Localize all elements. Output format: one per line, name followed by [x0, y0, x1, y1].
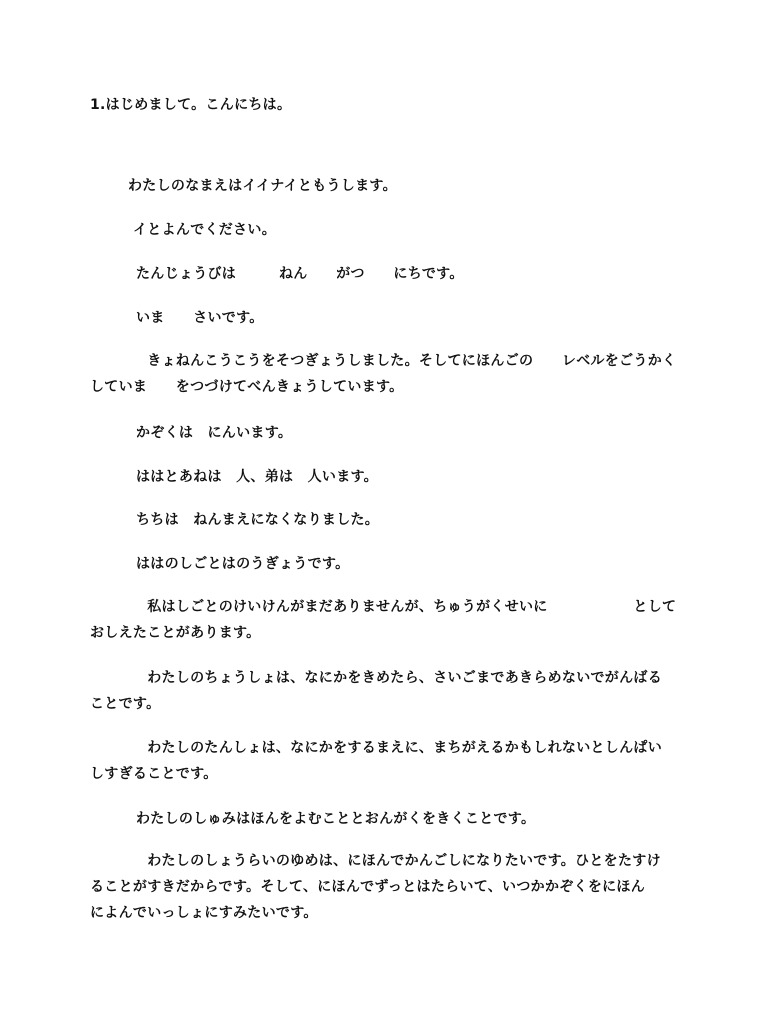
- siblings-line: ははとあねは 人、弟は 人います。: [136, 469, 378, 485]
- nickname-line: イとよんでください。: [133, 222, 276, 238]
- hobby-line: わたしのしゅみはほんをよむこととおんがくをきくことです。: [136, 811, 536, 827]
- family-line: かぞくは にんいます。: [136, 425, 293, 441]
- education-paragraph: きょねんこうこうをそつぎょうしました。そしてにほんごの レベルをごうかくしていま をつづけてべんきょうしています。: [90, 353, 677, 395]
- strength-paragraph: わたしのちょうしょは、なにかをきめたら、さいごまであきらめないでがんばる ことです。: [90, 670, 662, 712]
- birthday-line: たんじょうびは ねん がつ にちです。: [136, 266, 464, 282]
- father-line: ちちは ねんまえになくなりました。: [136, 512, 380, 528]
- name-line: わたしのなまえはイイナイともうします。: [128, 178, 397, 194]
- weakness-paragraph: わたしのたんしょは、なにかをするまえに、まちがえるかもしれないとしんぱい しすぎることです。: [90, 740, 662, 782]
- age-line: いま さいです。: [136, 310, 264, 326]
- mother-job-line: ははのしごとはのうぎょうです。: [136, 556, 350, 572]
- dream-paragraph: わたしのしょうらいのゆめは、にほんでかんごしになりたいです。ひとをたすけ ることがすきだからです。そして、にほんでずっとはたらいて、いつかかぞくをにほん によんでいっしょにすみたいです。: [90, 853, 661, 921]
- experience-paragraph: 私はしごとのけいけんがまだありませんが、ちゅうがくせいに として おしえたことがあります。: [90, 599, 677, 641]
- document-heading: 1.はじめまして。こんにちは。: [90, 97, 292, 113]
